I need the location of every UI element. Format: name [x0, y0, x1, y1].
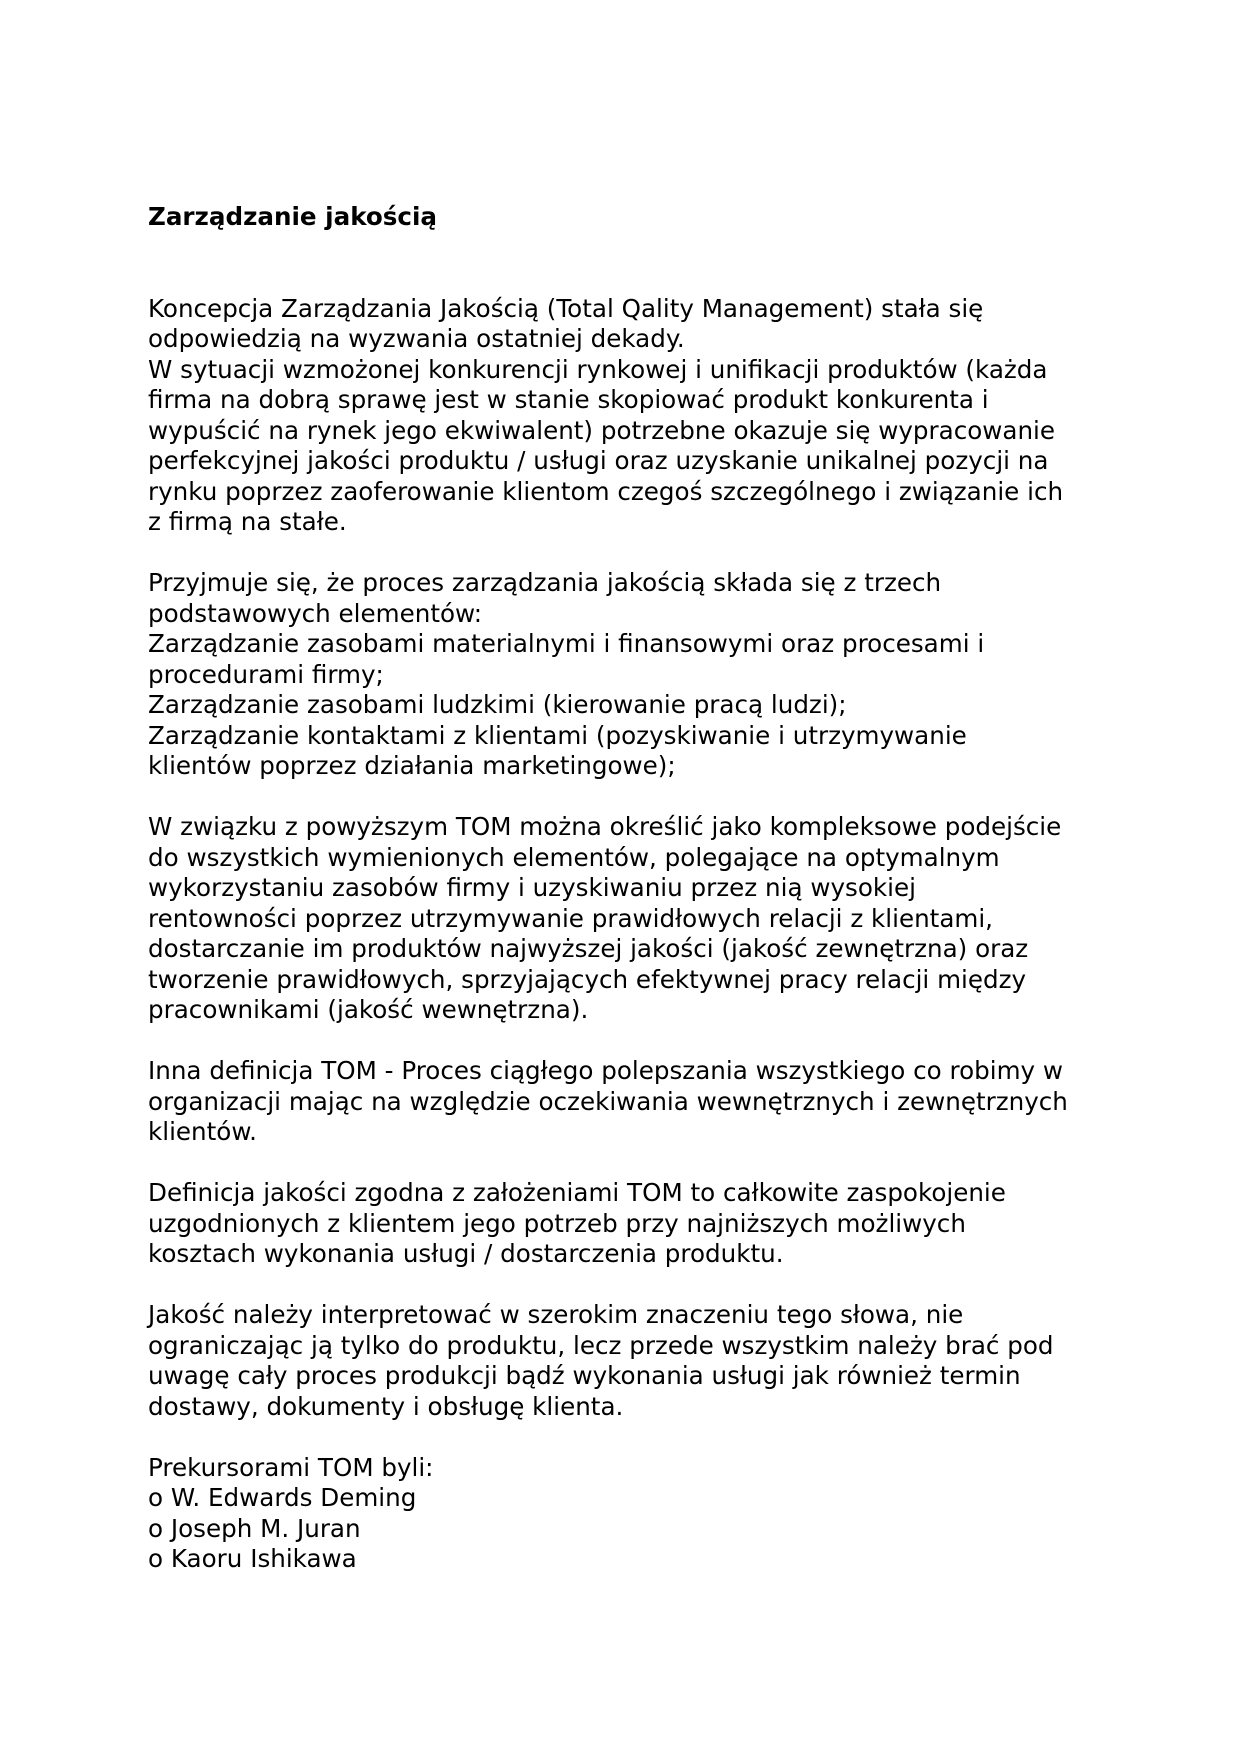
text-line: Zarządzanie kontaktami z klientami (pozyskiwanie i utrzymywanie: [148, 720, 967, 750]
text-line: uzgodnionych z klientem jego potrzeb przy najniższych możliwych: [148, 1208, 966, 1238]
text-line: W sytuacji wzmożonej konkurencji rynkowej i unifikacji produktów (każda: [148, 354, 1048, 384]
paragraph-tom-definition: [148, 812, 1108, 1026]
text-line: kosztach wykonania usługi / dostarczenia produktu.: [148, 1239, 784, 1268]
document-title: Zarządzanie jakością: [148, 202, 438, 231]
text-line: odpowiedzią na wyzwania ostatniej dekady.: [148, 324, 685, 353]
text-line: organizacji mając na względzie oczekiwania wewnętrznych i zewnętrznych: [148, 1086, 1068, 1116]
text-line: klientów poprzez działania marketingowe);: [148, 751, 676, 780]
text-line: podstawowych elementów:: [148, 598, 483, 628]
text-line: uwagę cały proces produkcji bądź wykonania usługi jak również termin: [148, 1361, 1021, 1390]
paragraph-elements: [148, 568, 1108, 782]
text-line: do wszystkich wymienionych elementów, polegające na optymalnym: [148, 842, 1000, 872]
text-line: ograniczając ją tylko do produktu, lecz przede wszystkim należy brać pod: [148, 1330, 1054, 1360]
paragraph-quality-interpretation: [148, 1300, 1108, 1422]
text-line: W związku z powyższym TOM można określić jako kompleksowe podejście: [148, 812, 1062, 841]
text-line: pracownikami (jakość wewnętrzna).: [148, 995, 589, 1024]
paragraph-quality-definition: [148, 1178, 1108, 1270]
text-line: dostawy, dokumenty i obsługę klienta.: [148, 1391, 624, 1421]
text-line: procedurami firmy;: [148, 659, 384, 689]
text-line: rentowności poprzez utrzymywanie prawidłowych relacji z klientami,: [148, 903, 994, 933]
list-item: o Joseph M. Juran: [148, 1513, 361, 1543]
text-line: perfekcyjnej jakości produktu / usługi oraz uzyskanie unikalnej pozycji na: [148, 446, 1049, 475]
text-line: Prekursorami TOM byli:: [148, 1452, 434, 1482]
text-line: firma na dobrą sprawę jest w stanie skopiować produkt konkurenta i: [148, 385, 989, 414]
list-item: o W. Edwards Deming: [148, 1483, 417, 1512]
text-line: wypuścić na rynek jego ekwiwalent) potrzebne okazuje się wypracowanie: [148, 415, 1056, 445]
document-body: [148, 202, 1108, 1605]
text-line: klientów.: [148, 1117, 257, 1146]
text-line: Inna definicja TOM - Proces ciągłego polepszania wszystkiego co robimy w: [148, 1056, 1064, 1085]
text-line: tworzenie prawidłowych, sprzyjających efektywnej pracy relacji między: [148, 964, 1027, 994]
text-line: rynku poprzez zaoferowanie klientom czegoś szczególnego i związanie ich: [148, 476, 1064, 506]
text-line: Zarządzanie zasobami materialnymi i finansowymi oraz procesami i: [148, 629, 985, 658]
text-line: dostarczanie im produktów najwyższej jakości (jakość zewnętrzna) oraz: [148, 934, 1029, 963]
text-line: Definicja jakości zgodna z założeniami TOM to całkowite zaspokojenie: [148, 1178, 1006, 1207]
text-line: z firmą na stałe.: [148, 507, 347, 536]
text-line: wykorzystaniu zasobów firmy i uzyskiwaniu przez nią wysokiej: [148, 873, 916, 902]
text-line: Jakość należy interpretować w szerokim znaczeniu tego słowa, nie: [148, 1300, 964, 1329]
text-line: Zarządzanie zasobami ludzkimi (kierowanie pracą ludzi);: [148, 690, 847, 719]
text-line: Koncepcja Zarządzania Jakością (Total Qality Management) stała się: [148, 293, 984, 323]
paragraph-intro: [148, 294, 1108, 538]
paragraph-precursors: [148, 1453, 1108, 1575]
paragraph-other-definition: [148, 1056, 1108, 1148]
text-line: Przyjmuje się, że proces zarządzania jakością składa się z trzech: [148, 568, 942, 597]
list-item: o Kaoru Ishikawa: [148, 1544, 357, 1573]
